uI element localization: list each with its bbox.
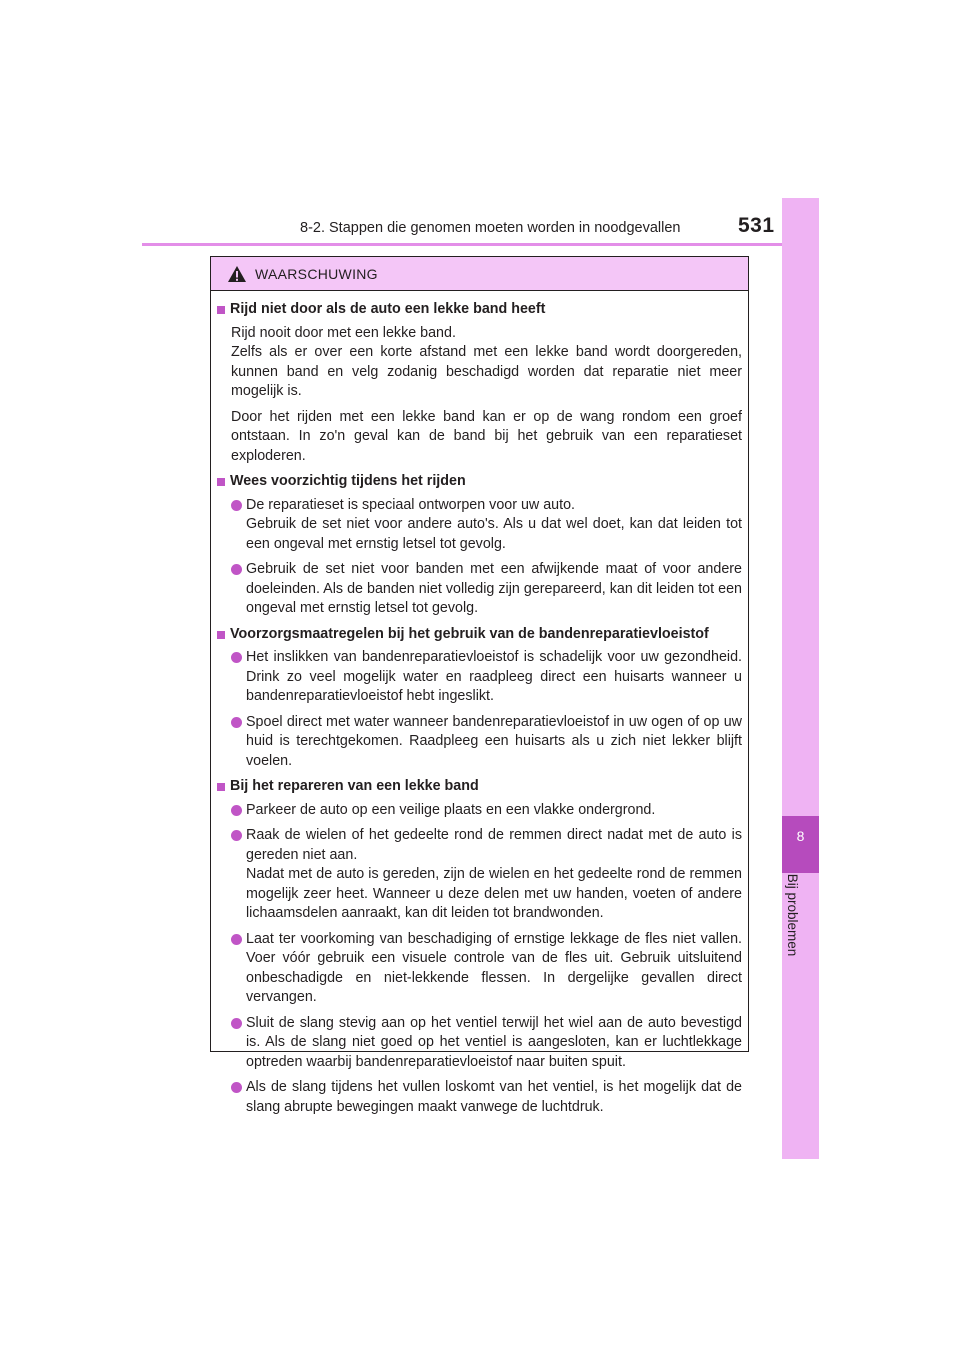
chapter-number: 8 [796, 828, 805, 844]
square-bullet-icon [217, 631, 225, 639]
list-item: Sluit de slang stevig aan op het ventiel terwijl het wiel aan de auto bevestigd is. Als de slang niet goed op het ventiel is aangesloten, kan er luchtlekkage optreden waarbij bandenreparatievloeistof naar buiten spuit. [231, 1014, 742, 1073]
dot-bullet-icon [231, 934, 242, 945]
paragraph: Door het rijden met een lekke band kan er op de wang rondom een groef ontstaan. In zo'n geval kan de band bij het gebruik van een reparatieset exploderen. [231, 408, 742, 464]
dot-bullet-icon [231, 717, 242, 728]
warning-triangle-icon [227, 265, 247, 283]
list-item: Spoel direct met water wanneer bandenreparatievloeistof in uw ogen of op uw huid is terechtgekomen. Raadpleeg een huisarts als u zich niet lekker blijft voelen. [231, 713, 742, 772]
section-heading: Bij het repareren van een lekke band [217, 777, 742, 797]
warning-body [211, 291, 748, 1117]
header-rule [142, 243, 819, 246]
section-repair-fluid [217, 625, 742, 772]
square-bullet-icon [217, 306, 225, 314]
dot-bullet-icon [231, 830, 242, 841]
warning-title: WAARSCHUWING [255, 265, 378, 282]
paragraph: Zelfs als er over een korte afstand met een lekke band wordt doorgereden, kunnen band en velg zodanig beschadigd worden dat reparatie niet meer mogelijk is. [231, 344, 742, 399]
square-bullet-icon [217, 478, 225, 486]
section-heading: Wees voorzichtig tijdens het rijden [217, 472, 742, 492]
list-item: Als de slang tijdens het vullen loskomt van het ventiel, is het mogelijk dat de slang abrupte bewegingen maakt vanwege de luchtdruk. [231, 1078, 742, 1117]
list-item: Parkeer de auto op een veilige plaats en een vlakke ondergrond. [231, 801, 742, 821]
chapter-tab-marker [782, 816, 819, 873]
list-item: Het inslikken van bandenreparatievloeistof is schadelijk voor uw gezondheid. Drink zo veel mogelijk water en raadpleeg direct een huisarts wanneer u bandenreparatievloeistof hebt ingeslikt. [231, 648, 742, 707]
list-item: Gebruik de set niet voor banden met een afwijkende maat of voor andere doeleinden. Als de banden niet volledig zijn gerepareerd, kan dit leiden tot een ongeval met ernstig letsel tot gevolg. [231, 560, 742, 619]
section-heading: Voorzorgsmaatregelen bij het gebruik van de bandenreparatievloeistof [217, 625, 742, 645]
list-item: Raak de wielen of het gedeelte rond de remmen direct nadat met de auto is gereden niet aan. Nadat met de auto is gereden, zijn de wielen en het gedeelte rond de remmen mogelijk zeer heet. Wanneer u deze delen met uw handen, voeten of andere lichaamsdelen aanraakt, kan dit leiden tot brandwonden. [231, 826, 742, 924]
square-bullet-icon [217, 783, 225, 791]
dot-bullet-icon [231, 564, 242, 575]
section-careful-driving [217, 472, 742, 619]
warning-box [210, 256, 749, 1115]
chapter-label: Bij problemen [785, 873, 800, 957]
list-item: De reparatieset is speciaal ontworpen voor uw auto. Gebruik de set niet voor andere auto's. Als u dat wel doet, kan dat leiden tot een ongeval met ernstig letsel tot gevolg. [231, 496, 742, 555]
chapter-side-tab [782, 198, 819, 1159]
section-heading: Rijd niet door als de auto een lekke band heeft [217, 300, 742, 320]
section-title: 8-2. Stappen die genomen moeten worden in noodgevallen [300, 220, 681, 236]
dot-bullet-icon [231, 500, 242, 511]
list-item: Laat ter voorkoming van beschadiging of ernstige lekkage de fles niet vallen. Voer vóór gebruik een visuele controle van de fles uit. Gebruik uitsluitend onbeschadigde en niet-lekkende flessen. In dergelijke gevallen direct vervangen. [231, 930, 742, 1008]
dot-bullet-icon [231, 805, 242, 816]
warning-header [211, 257, 748, 291]
dot-bullet-icon [231, 652, 242, 663]
dot-bullet-icon [231, 1018, 242, 1029]
section-repairing [217, 777, 742, 1117]
dot-bullet-icon [231, 1082, 242, 1093]
section-flat-tire [217, 300, 742, 466]
paragraph: Rijd nooit door met een lekke band. [231, 324, 456, 341]
page-number: 531 [738, 214, 775, 237]
